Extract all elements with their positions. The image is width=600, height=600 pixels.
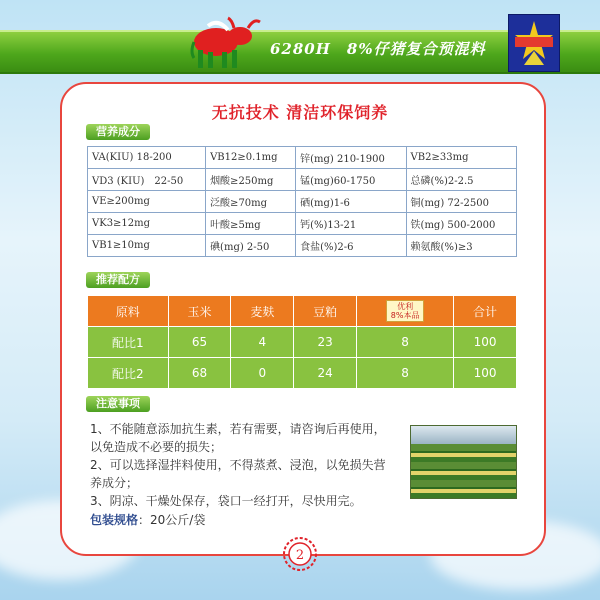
recipe-header-cell: 原料: [88, 296, 169, 327]
recipe-row: [88, 327, 517, 358]
notes-list: [90, 420, 390, 510]
note-item: 1、不能随意添加抗生素，若有需要，请咨询后再使用，以免造成不必要的损失；: [90, 422, 386, 454]
nutrition-cell: VB1≥10mg: [88, 235, 206, 257]
nutrition-cell: 铜(mg) 72-2500: [406, 191, 516, 213]
nutrition-cell: VK3≥12mg: [88, 213, 206, 235]
recipe-table: [87, 295, 517, 389]
nutrition-cell: VB2≥33mg: [406, 147, 516, 169]
nutrition-cell: 泛酸≥70mg: [206, 191, 296, 213]
nutrition-cell: 锌(mg) 210-1900: [296, 147, 406, 169]
nutrition-cell: 硒(mg)1-6: [296, 191, 406, 213]
nutrition-cell: 烟酸≥250mg: [206, 169, 296, 191]
recipe-row: [88, 358, 517, 389]
nutrition-cell: 总磷(%)2-2.5: [406, 169, 516, 191]
nutrition-row: [88, 191, 517, 213]
page-number-ornament-icon: [282, 536, 318, 572]
nutrition-cell: VE≥200mg: [88, 191, 206, 213]
recipe-header-cell: 玉米: [168, 296, 231, 327]
recipe-cell: 配比1: [88, 327, 169, 358]
recipe-cell: 23: [294, 327, 357, 358]
recipe-cell: 65: [168, 327, 231, 358]
recipe-cell: 8: [357, 327, 454, 358]
nutrition-cell: 赖氨酸(%)≥3: [406, 235, 516, 257]
recipe-header-cell: 合计: [454, 296, 517, 327]
nutrition-row: [88, 169, 517, 191]
nutrition-section-tag: 营养成分: [86, 124, 150, 140]
recipe-cell: 100: [454, 358, 517, 389]
product-title: 6280H 8%仔猪复合预混料: [270, 40, 486, 58]
recipe-section-tag: 推荐配方: [86, 272, 150, 288]
recipe-cell: 8: [357, 358, 454, 389]
certification-badge-icon: [508, 14, 560, 72]
nutrition-cell: 锰(mg)60-1750: [296, 169, 406, 191]
product-highlight-label: [386, 300, 425, 322]
recipe-cell: 0: [231, 358, 294, 389]
nutrition-cell: VD3 (KIU) 22-50: [88, 169, 206, 191]
page-number: 2: [295, 548, 305, 563]
notes-section-tag: 注意事项: [86, 396, 150, 412]
recipe-cell: 配比2: [88, 358, 169, 389]
slogan: 无抗技术 清洁环保饲养: [211, 103, 389, 122]
recipe-header-cell: [357, 296, 454, 327]
nutrition-cell: 碘(mg) 2-50: [206, 235, 296, 257]
recipe-cell: 68: [168, 358, 231, 389]
nutrition-cell: 钙(%)13-21: [296, 213, 406, 235]
nutrition-table: [87, 146, 517, 257]
recipe-cell: 4: [231, 327, 294, 358]
brand-mark: 优利: [397, 302, 414, 311]
nutrition-row: [88, 235, 517, 257]
product-bags-photo: [410, 425, 517, 499]
cow-logo-icon: [188, 12, 264, 74]
packing-value: ：20公斤/袋: [138, 513, 206, 527]
nutrition-row: [88, 213, 517, 235]
recipe-cell: 24: [294, 358, 357, 389]
nutrition-cell: VB12≥0.1mg: [206, 147, 296, 169]
note-item: 2、可以选择湿拌料使用，不得蒸煮、浸泡，以免损失营养成分；: [90, 458, 386, 490]
packing-spec: [90, 511, 205, 528]
recipe-header-cell: 豆粕: [294, 296, 357, 327]
nutrition-cell: VA(KIU) 18-200: [88, 147, 206, 169]
nutrition-cell: 铁(mg) 500-2000: [406, 213, 516, 235]
recipe-header-cell: 麦麸: [231, 296, 294, 327]
nutrition-cell: 食盐(%)2-6: [296, 235, 406, 257]
recipe-cell: 100: [454, 327, 517, 358]
packing-label: 包装规格: [90, 513, 139, 527]
product-name: 8%本品: [390, 311, 420, 320]
note-item: 3、阴凉、干燥处保存，袋口一经打开，尽快用完。: [90, 494, 362, 508]
nutrition-cell: 叶酸≥5mg: [206, 213, 296, 235]
nutrition-row: [88, 147, 517, 169]
